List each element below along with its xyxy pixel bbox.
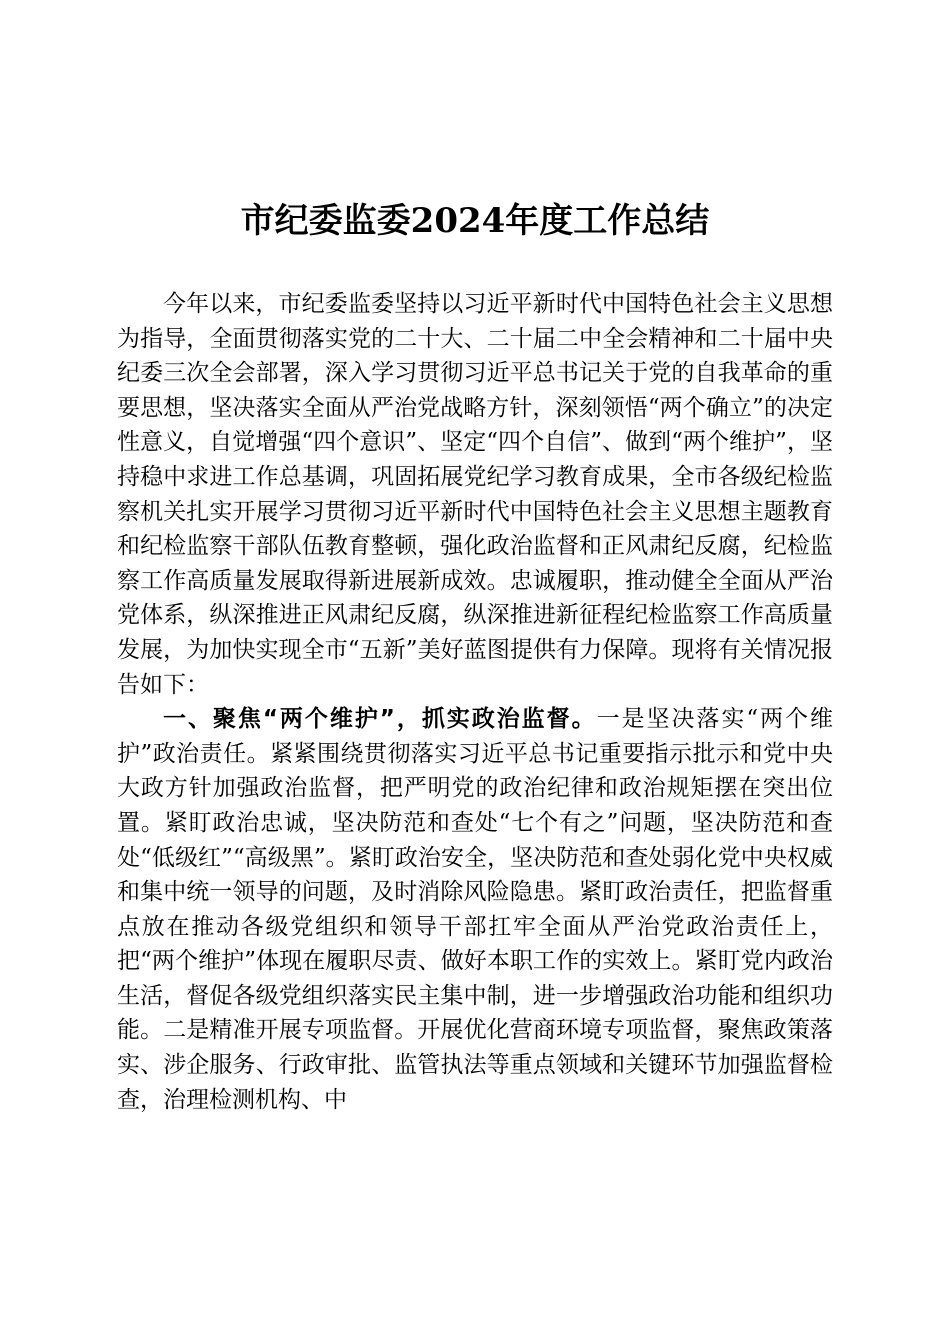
section-1-heading: 一、聚焦“两个维护”，抓实政治监督。: [163, 706, 597, 733]
document-body: [117, 287, 833, 1117]
section-1-paragraph: [117, 702, 833, 1117]
section-1-body: 一是坚决落实“两个维护”政治责任。紧紧围绕贯彻落实习近平总书记重要指示批示和党中央大政方针加强政治监督，把严明党的政治纪律和政治规矩摆在突出位置。紧盯政治忠诚，坚决防范和查处“七个有之”问题，坚决防范和查处“低级红”“高级黑”。紧盯政治安全，坚决防范和查处弱化党中央权威和集中统一领导的问题，及时消除风险隐患。紧盯政治责任，把监督重点放在推动各级党组织和领导干部扛牢全面从严治党政治责任上，把“两个维护”体现在履职尽责、做好本职工作的实效上。紧盯党内政治生活，督促各级党组织落实民主集中制，进一步增强政治功能和组织功能。二是精准开展专项监督。开展优化营商环境专项监督，聚焦政策落实、涉企服务、行政审批、监管执法等重点领域和关键环节加强监督检查，治理检测机构、中: [117, 706, 834, 1113]
intro-paragraph: 今年以来，市纪委监委坚持以习近平新时代中国特色社会主义思想为指导，全面贯彻落实党的二十大、二十届二中全会精神和二十届中央纪委三次全会部署，深入学习贯彻习近平总书记关于党的自我革命的重要思想，坚决落实全面从严治党战略方针，深刻领悟“两个确立”的决定性意义，自觉增强“四个意识”、坚定“四个自信”、做到“两个维护”，坚持稳中求进工作总基调，巩固拓展党纪学习教育成果，全市各级纪检监察机关扎实开展学习贯彻习近平新时代中国特色社会主义思想主题教育和纪检监察干部队伍教育整顿，强化政治监督和正风肃纪反腐，纪检监察工作高质量发展取得新进展新成效。忠诚履职，推动健全全面从严治党体系，纵深推进正风肃纪反腐，纵深推进新征程纪检监察工作高质量发展，为加快实现全市“五新”美好蓝图提供有力保障。现将有关情况报告如下：: [117, 291, 833, 698]
document-title: 市纪委监委2024年度工作总结: [240, 201, 710, 241]
